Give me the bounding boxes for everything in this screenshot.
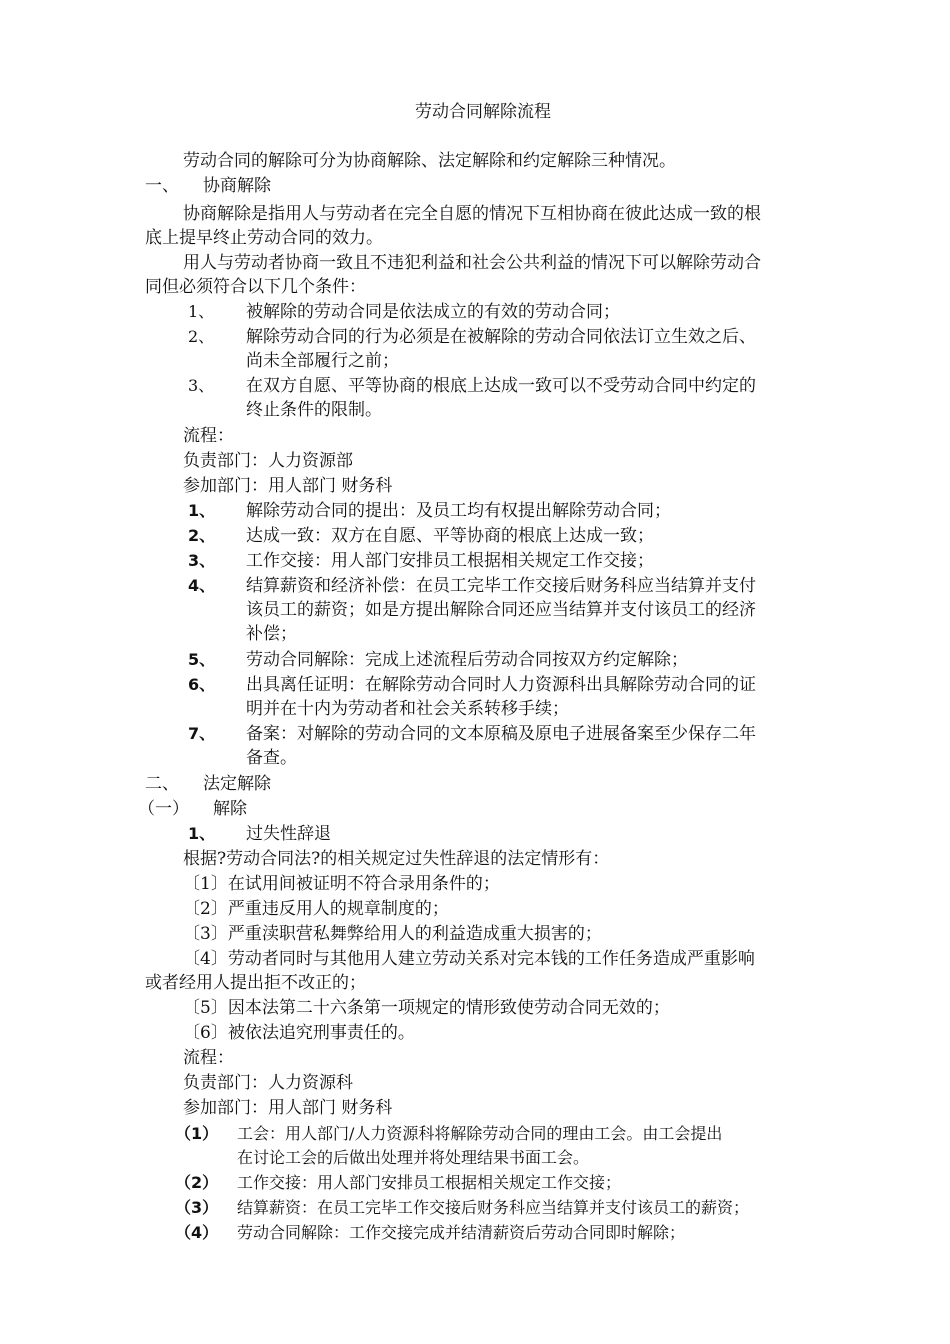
paragraph-line: 同但必须符合以下几个条件：	[145, 277, 366, 297]
case-item: 或者经用人提出拒不改正的；	[145, 973, 366, 993]
item-heading: 过失性辞退	[246, 824, 331, 844]
condition-number: 1、	[188, 302, 215, 321]
paragraph-line: 底上提早终止劳动合同的效力。	[145, 228, 383, 248]
flow-label: 流程：	[183, 1048, 234, 1068]
step-number: 6、	[188, 675, 216, 694]
condition-number: 3、	[188, 376, 215, 395]
step-number: 3、	[188, 551, 216, 570]
step-text: 工会：用人部门/人力资源科将解除劳动合同的理由工会。由工会提出	[237, 1124, 723, 1143]
step-number: 1、	[188, 501, 216, 520]
section-2-heading: 法定解除	[203, 774, 271, 794]
case-item: 〔1〕在试用间被证明不符合录用条件的；	[183, 874, 500, 894]
step-number: 4、	[188, 576, 216, 595]
step-text: 该员工的薪资；如是方提出解除合同还应当结算并支付该员工的经济	[246, 600, 756, 620]
step-text: 在讨论工会的后做出处理并将处理结果书面工会。	[237, 1148, 590, 1167]
intro-paragraph: 劳动合同的解除可分为协商解除、法定解除和约定解除三种情况。	[183, 151, 676, 171]
step-text: 工作交接：用人部门安排员工根据相关规定工作交接；	[246, 551, 654, 571]
step-text: 劳动合同解除：工作交接完成并结清薪资后劳动合同即时解除；	[237, 1223, 686, 1242]
section-1-heading: 协商解除	[203, 176, 271, 196]
step-number: 5、	[188, 650, 216, 669]
case-item: 〔6〕被依法追究刑事责任的。	[183, 1023, 415, 1043]
subsection-heading: 解除	[213, 799, 247, 819]
step-number: 2、	[188, 526, 216, 545]
condition-text: 终止条件的限制。	[246, 400, 382, 420]
legal-basis: 根据?劳动合同法?的相关规定过失性辞退的法定情形有：	[183, 849, 610, 869]
section-2-number: 二、	[145, 774, 179, 794]
step-text: 备案：对解除的劳动合同的文本原稿及原电子进展备案至少保存二年	[246, 724, 756, 744]
responsible-department: 负责部门：人力资源科	[183, 1073, 353, 1093]
condition-text: 在双方自愿、平等协商的根底上达成一致可以不受劳动合同中约定的	[246, 376, 756, 396]
subsection-number: （一）	[138, 799, 189, 819]
condition-number: 2、	[188, 327, 215, 346]
document-title: 劳动合同解除流程	[415, 102, 551, 122]
item-number: 1、	[188, 824, 216, 843]
case-item: 〔4〕劳动者同时与其他用人建立劳动关系对完本钱的工作任务造成严重影响	[183, 949, 755, 969]
step-text: 结算薪资：在员工完毕工作交接后财务科应当结算并支付该员工的薪资；	[237, 1198, 750, 1217]
step-number: 7、	[188, 724, 216, 743]
paragraph-line: 用人与劳动者协商一致且不违犯利益和社会公共利益的情况下可以解除劳动合	[183, 253, 761, 273]
case-item: 〔3〕严重渎职营私舞弊给用人的利益造成重大损害的；	[183, 924, 602, 944]
condition-text: 解除劳动合同的行为必须是在被解除的劳动合同依法订立生效之后、	[246, 327, 756, 347]
flow-label: 流程：	[183, 426, 234, 446]
paragraph-line: 协商解除是指用人与劳动者在完全自愿的情况下互相协商在彼此达成一致的根	[183, 204, 761, 224]
step-text: 劳动合同解除：完成上述流程后劳动合同按双方约定解除；	[246, 650, 688, 670]
step-number: （3）	[175, 1198, 219, 1217]
participating-departments: 参加部门：用人部门 财务科	[183, 476, 393, 496]
step-text: 明并在十内为劳动者和社会关系转移手续；	[246, 699, 569, 719]
step-text: 出具离任证明：在解除劳动合同时人力资源科出具解除劳动合同的证	[246, 675, 756, 695]
step-text: 补偿；	[246, 624, 297, 644]
step-number: （2）	[175, 1173, 219, 1192]
step-text: 解除劳动合同的提出：及员工均有权提出解除劳动合同；	[246, 501, 671, 521]
case-item: 〔2〕严重违反用人的规章制度的；	[183, 899, 449, 919]
step-text: 工作交接：用人部门安排员工根据相关规定工作交接；	[237, 1173, 622, 1192]
step-text: 达成一致：双方在自愿、平等协商的根底上达成一致；	[246, 526, 654, 546]
step-number: （4）	[175, 1223, 219, 1242]
section-1-number: 一、	[145, 176, 179, 196]
responsible-department: 负责部门：人力资源部	[183, 451, 353, 471]
step-number: （1）	[175, 1124, 219, 1143]
participating-departments: 参加部门：用人部门 财务科	[183, 1098, 393, 1118]
step-text: 结算薪资和经济补偿：在员工完毕工作交接后财务科应当结算并支付	[246, 576, 756, 596]
condition-text: 被解除的劳动合同是依法成立的有效的劳动合同；	[246, 302, 620, 322]
case-item: 〔5〕因本法第二十六条第一项规定的情形致使劳动合同无效的；	[183, 998, 670, 1018]
step-text: 备查。	[246, 748, 297, 768]
condition-text: 尚未全部履行之前；	[246, 351, 399, 371]
